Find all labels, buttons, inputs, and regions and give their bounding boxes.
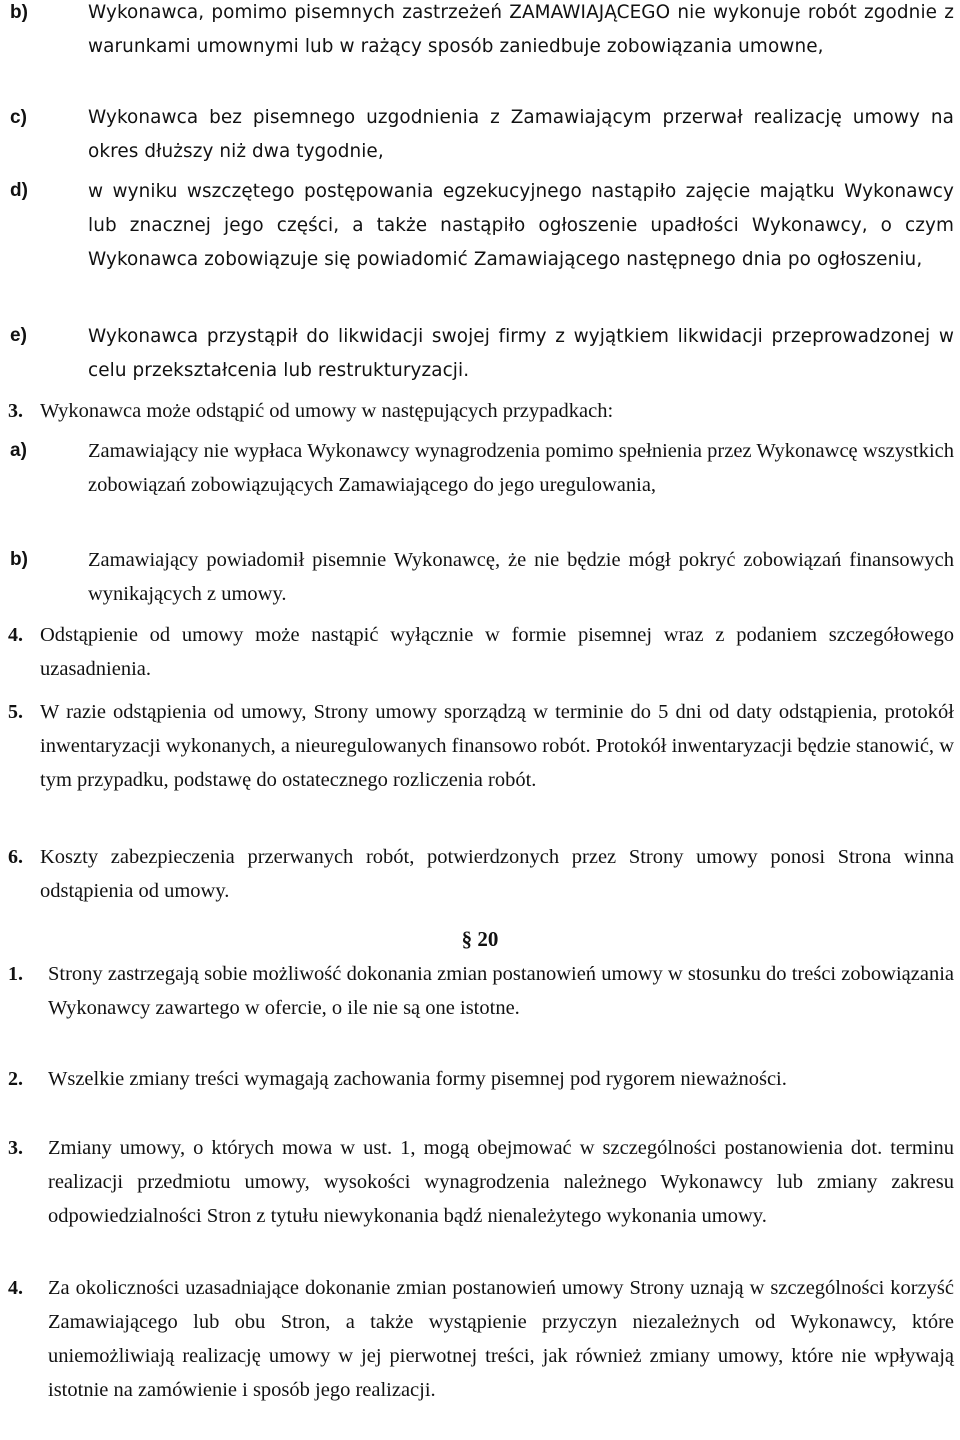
item-number: 3. xyxy=(8,1137,23,1159)
item-text: Wszelkie zmiany treści wymagają zachowania formy pisemnej pod rygorem nieważności. xyxy=(48,1068,787,1090)
list-marker: a) xyxy=(10,440,27,461)
item-text: Za okoliczności uzasadniające dokonanie zmian postanowień umowy Strony uznają w szczególności korzyść Zamawiającego lub obu Stron, a także wystąpienie przyczyn niezależnych od Wykonawcy, które uniemożliwiają realizację umowy w jej pierwotnej treści, jak również zmiany umowy, które nie wpływają istotnie na zamówienie i sposób jego realizacji. xyxy=(48,1277,954,1401)
item-number: 5. xyxy=(8,701,23,723)
list-marker: b) xyxy=(10,2,28,23)
item-text: Zmiany umowy, o których mowa w ust. 1, mogą obejmować w szczególności postanowienia dot. terminu realizacji przedmiotu umowy, wysokości wynagrodzenia należnego Wykonawcy lub zmiany zakresu odpowiedzialności Stron z tytułu niewykonania bądź nienależytego wykonania umowy. xyxy=(48,1137,954,1227)
item-text: Wykonawca może odstąpić od umowy w następujących przypadkach: xyxy=(40,400,614,422)
item-number: 3. xyxy=(8,400,23,422)
item-number: 4. xyxy=(8,624,23,646)
list-item-text: Wykonawca przystąpił do likwidacji swojej firmy z wyjątkiem likwidacji przeprowadzonej w celu przekształcenia lub restrukturyzacji. xyxy=(88,326,954,381)
list-item-text: Wykonawca bez pisemnego uzgodnienia z Zamawiającym przerwał realizację umowy na okres dłuższy niż dwa tygodnie, xyxy=(88,107,954,162)
item-text: Koszty zabezpieczenia przerwanych robót, potwierdzonych przez Strony umowy ponosi Strona winna odstąpienia od umowy. xyxy=(40,846,954,902)
item-text: Odstąpienie od umowy może nastąpić wyłącznie w formie pisemnej wraz z podaniem szczegółowego uzasadnienia. xyxy=(40,624,954,680)
list-marker: b) xyxy=(10,549,28,570)
list-item-text: Zamawiający powiadomił pisemnie Wykonawcę, że nie będzie mógł pokryć zobowiązań finansowych wynikających z umowy. xyxy=(88,549,954,605)
list-item-text: w wyniku wszczętego postępowania egzekucyjnego nastąpiło zajęcie majątku Wykonawcy lub znacznej jego części, a także nastąpiło ogłoszenie upadłości Wykonawcy, o czym Wykonawca zobowiązuje się powiadomić Zamawiającego następnego dnia po ogłoszeniu, xyxy=(88,181,954,270)
item-number: 2. xyxy=(8,1068,23,1090)
item-text: Strony zastrzegają sobie możliwość dokonania zmian postanowień umowy w stosunku do treści zobowiązania Wykonawcy zawartego w ofercie, o ile nie są one istotne. xyxy=(48,963,954,1019)
item-number: 4. xyxy=(8,1277,23,1299)
section-heading: § 20 xyxy=(461,927,499,951)
item-number: 6. xyxy=(8,846,23,868)
list-marker: d) xyxy=(10,180,28,201)
list-item-text: Wykonawca, pomimo pisemnych zastrzeżeń ZAMAWIAJĄCEGO nie wykonuje robót zgodnie z warunkami umownymi lub w rażący sposób zaniedbuje zobowiązania umowne, xyxy=(88,2,954,57)
list-marker: c) xyxy=(10,107,27,128)
list-item-text: Zamawiający nie wypłaca Wykonawcy wynagrodzenia pomimo spełnienia przez Wykonawcę wszystkich zobowiązań zobowiązujących Zamawiającego do jego uregulowania, xyxy=(88,440,954,496)
item-number: 1. xyxy=(8,963,23,985)
item-text: W razie odstąpienia od umowy, Strony umowy sporządzą w terminie do 5 dni od daty odstąpienia, protokół inwentaryzacji wykonanych, a nieuregulowanych finansowo robót. Protokół inwentaryzacji będzie stanowić, w tym przypadku, podstawę do ostatecznego rozliczenia robót. xyxy=(40,701,954,791)
list-marker: e) xyxy=(10,325,27,346)
